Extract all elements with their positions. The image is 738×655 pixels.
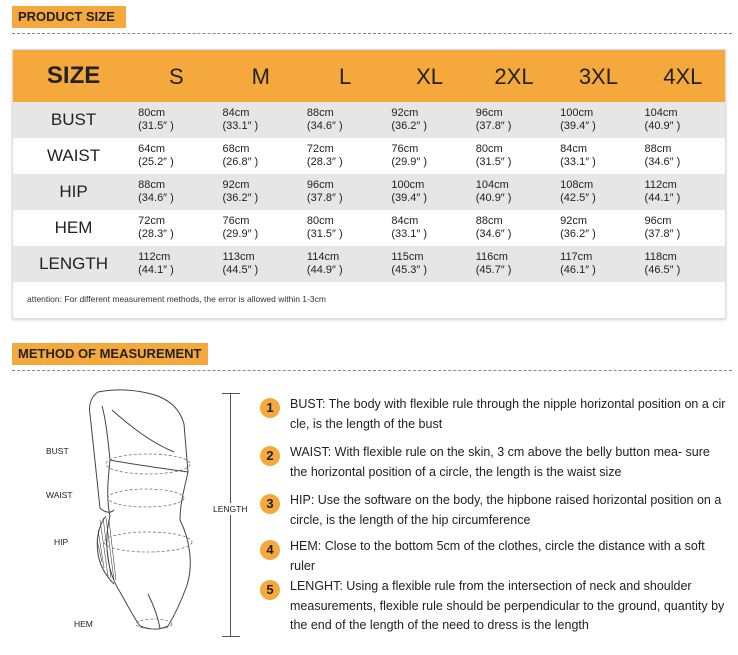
- step-text: HIP: Use the software on the body, the hipbone raised horizontal position on a circle, is the length of the hip circumference: [290, 493, 722, 527]
- size-cell: [556, 179, 640, 205]
- header-m: M: [251, 63, 270, 89]
- size-cell: [387, 107, 471, 133]
- cell-inches: (31.5″ ): [306, 228, 343, 240]
- cell-cm: 115cm: [391, 251, 424, 263]
- size-cell: [387, 251, 471, 277]
- cell-cm: 114cm: [306, 251, 340, 263]
- size-cell: [641, 251, 725, 277]
- cell-cm: 80cm: [475, 143, 503, 155]
- step-3: [260, 491, 730, 530]
- step-1: [260, 395, 730, 434]
- attention-note: attention: For different measurement methods, the error is allowed within 1-3cm: [27, 294, 326, 304]
- size-chart-panel: [12, 49, 726, 319]
- cell-cm: 117cm: [560, 251, 593, 263]
- size-cell: [219, 251, 303, 277]
- cell-cm: 100cm: [391, 179, 425, 191]
- cell-cm: 118cm: [644, 251, 677, 263]
- cell-inches: (36.2″ ): [560, 228, 596, 240]
- cell-inches: (33.1″ ): [560, 156, 596, 168]
- row-label: HEM: [54, 218, 93, 237]
- cell-cm: 88cm: [138, 179, 166, 191]
- cell-cm: 113cm: [222, 251, 255, 263]
- cell-cm: 72cm: [306, 143, 334, 155]
- cell-cm: 84cm: [391, 215, 419, 227]
- size-cell: [641, 215, 725, 241]
- cell-inches: (34.6″ ): [306, 120, 343, 132]
- size-cell: [219, 179, 303, 205]
- cell-inches: (44.1″ ): [644, 192, 681, 204]
- size-cell: [641, 143, 725, 169]
- cell-cm: 88cm: [306, 107, 334, 119]
- diagram-label-hip: HIP: [54, 537, 69, 547]
- size-cell: [134, 251, 218, 277]
- header-s: S: [169, 63, 184, 89]
- cell-cm: 84cm: [560, 143, 588, 155]
- cell-inches: (34.6″ ): [138, 192, 174, 204]
- cell-cm: 116cm: [475, 251, 508, 263]
- cell-inches: (46.1″ ): [560, 264, 596, 276]
- cell-cm: 80cm: [138, 107, 166, 119]
- cell-inches: (37.8″ ): [306, 192, 343, 204]
- size-cell: [556, 215, 640, 241]
- size-row-hem: [13, 210, 725, 246]
- cell-cm: 112cm: [138, 251, 171, 263]
- cell-cm: 80cm: [306, 215, 334, 227]
- header-size: SIZE: [46, 62, 101, 89]
- step-5: [260, 577, 730, 636]
- length-top-cap: [222, 393, 240, 394]
- size-cell: [303, 215, 387, 241]
- diagram-label-length: LENGTH: [213, 504, 248, 514]
- cell-cm: 96cm: [644, 215, 672, 227]
- cell-inches: (45.7″ ): [475, 264, 512, 276]
- cell-inches: (26.8″ ): [222, 156, 259, 168]
- step-2: [260, 443, 730, 482]
- cell-inches: (31.5″ ): [475, 156, 512, 168]
- cell-inches: (34.6″ ): [475, 228, 512, 240]
- size-cell: [303, 251, 387, 277]
- cell-cm: 88cm: [475, 215, 503, 227]
- size-cell: [641, 179, 725, 205]
- size-cell: [387, 179, 471, 205]
- cell-inches: (44.9″ ): [306, 264, 343, 276]
- cell-cm: 112cm: [644, 179, 677, 191]
- length-bottom-cap: [222, 636, 240, 637]
- size-cell: [472, 215, 556, 241]
- diagram-label-hem: HEM: [74, 619, 93, 629]
- header-4xl: 4XL: [663, 63, 703, 89]
- cell-inches: (40.9″ ): [644, 120, 681, 132]
- cell-inches: (37.8″ ): [644, 228, 681, 240]
- cell-inches: (29.9″ ): [222, 228, 259, 240]
- step-number-badge: 2: [260, 446, 280, 466]
- cell-inches: (29.9″ ): [391, 156, 428, 168]
- cell-inches: (39.4″ ): [560, 120, 596, 132]
- row-label: HIP: [59, 182, 88, 201]
- cell-inches: (31.5″ ): [138, 120, 174, 132]
- cell-cm: 88cm: [644, 143, 672, 155]
- size-cell: [556, 143, 640, 169]
- divider: [12, 33, 732, 34]
- cell-inches: (36.2″ ): [391, 120, 428, 132]
- diagram-label-bust: BUST: [46, 446, 69, 456]
- cell-cm: 108cm: [560, 179, 594, 191]
- divider: [12, 370, 732, 371]
- product-size-heading: PRODUCT SIZE: [12, 6, 126, 28]
- cell-cm: 92cm: [391, 107, 419, 119]
- size-cell: [134, 179, 218, 205]
- cell-inches: (33.1″ ): [391, 228, 428, 240]
- cell-cm: 84cm: [222, 107, 250, 119]
- row-label: BUST: [50, 110, 97, 129]
- size-cell: [641, 107, 725, 133]
- cell-cm: 92cm: [560, 215, 588, 227]
- size-cell: [387, 215, 471, 241]
- size-cell: [556, 107, 640, 133]
- diagram-label-waist: WAIST: [46, 490, 73, 500]
- size-cell: [472, 143, 556, 169]
- cell-cm: 96cm: [306, 179, 334, 191]
- size-cell: [472, 107, 556, 133]
- size-cell: [472, 179, 556, 205]
- length-line: [230, 393, 231, 637]
- size-cell: [303, 143, 387, 169]
- cell-cm: 92cm: [222, 179, 250, 191]
- cell-cm: 72cm: [138, 215, 166, 227]
- cell-cm: 68cm: [222, 143, 250, 155]
- cell-inches: (46.5″ ): [644, 264, 681, 276]
- header-xl: XL: [416, 63, 444, 89]
- step-number-badge: 1: [260, 398, 280, 418]
- cell-cm: 96cm: [475, 107, 503, 119]
- cell-inches: (36.2″ ): [222, 192, 259, 204]
- cell-inches: (40.9″ ): [475, 192, 512, 204]
- cell-cm: 76cm: [391, 143, 419, 155]
- size-cell: [303, 179, 387, 205]
- cell-inches: (28.3″ ): [138, 228, 174, 240]
- size-row-length: [13, 246, 725, 282]
- size-cell: [472, 251, 556, 277]
- size-chart-header: [13, 50, 725, 102]
- step-text: HEM: Close to the bottom 5cm of the clothes, circle the distance with a soft ruler: [290, 539, 705, 573]
- step-text: WAIST: With flexible rule on the skin, 3 cm above the belly button mea- sure the horizontal position of a circle, the length is the waist size: [290, 445, 710, 479]
- cell-inches: (34.6″ ): [644, 156, 681, 168]
- size-cell: [387, 143, 471, 169]
- cell-cm: 104cm: [475, 179, 509, 191]
- cell-cm: 64cm: [138, 143, 166, 155]
- header-2xl: 2XL: [494, 63, 534, 89]
- cell-inches: (45.3″ ): [391, 264, 428, 276]
- cell-inches: (25.2″ ): [138, 156, 174, 168]
- method-heading: METHOD OF MEASUREMENT: [12, 343, 208, 365]
- cell-inches: (33.1″ ): [222, 120, 259, 132]
- cell-inches: (44.1″ ): [138, 264, 174, 276]
- cell-cm: 104cm: [644, 107, 678, 119]
- step-number-badge: 3: [260, 494, 280, 514]
- cell-cm: 76cm: [222, 215, 250, 227]
- size-row-waist: [13, 138, 725, 174]
- cell-inches: (39.4″ ): [391, 192, 428, 204]
- header-l: L: [339, 63, 352, 89]
- size-cell: [134, 143, 218, 169]
- cell-cm: 100cm: [560, 107, 594, 119]
- step-text: LENGHT: Using a flexible rule from the intersection of neck and shoulder measurements, flexible rule should be perpendicular to the ground, quantity by the end of the length of the need to dress is the length: [290, 579, 725, 632]
- step-number-badge: 5: [260, 580, 280, 600]
- size-cell: [556, 251, 640, 277]
- row-label: WAIST: [46, 146, 101, 165]
- size-cell: [134, 215, 218, 241]
- header-3xl: 3XL: [578, 63, 618, 89]
- step-text: BUST: The body with flexible rule through the nipple horizontal position on a cir cle, is the length of the bust: [290, 397, 726, 431]
- step-4: [260, 537, 730, 576]
- size-cell: [219, 107, 303, 133]
- cell-inches: (42.5″ ): [560, 192, 596, 204]
- cell-inches: (37.8″ ): [475, 120, 512, 132]
- row-label: LENGTH: [39, 254, 109, 273]
- cell-inches: (28.3″ ): [306, 156, 343, 168]
- size-row-bust: [13, 102, 725, 138]
- step-number-badge: 4: [260, 540, 280, 560]
- size-cell: [303, 107, 387, 133]
- size-cell: [134, 107, 218, 133]
- cell-inches: (44.5″ ): [222, 264, 259, 276]
- size-row-hip: [13, 174, 725, 210]
- size-cell: [219, 215, 303, 241]
- size-cell: [219, 143, 303, 169]
